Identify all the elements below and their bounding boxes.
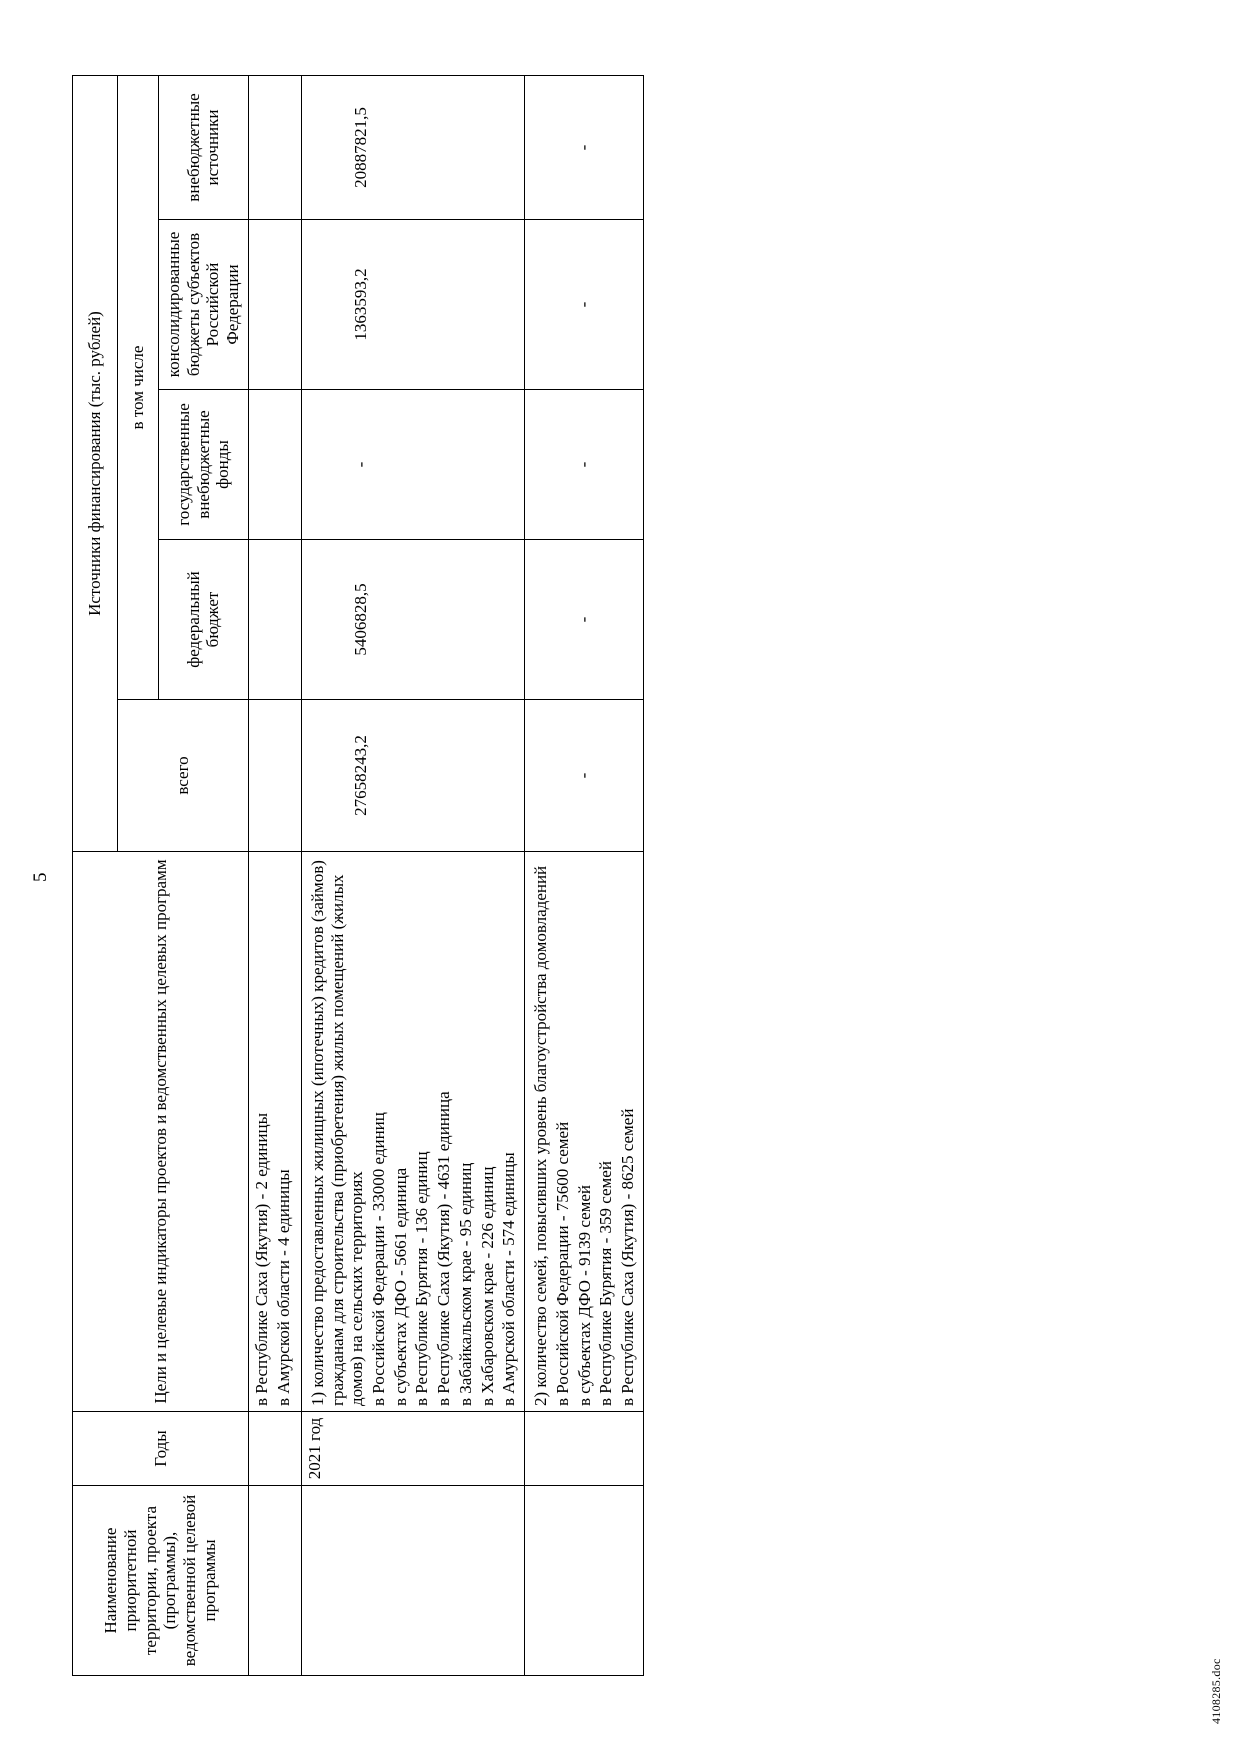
indicator-list bbox=[252, 857, 293, 1406]
indicator-item: в Хабаровском крае - 226 единиц bbox=[477, 1166, 497, 1406]
indicator-item: в Республике Бурятия - 136 единиц bbox=[412, 1151, 432, 1406]
cell-state-extrabudget-funds: - bbox=[525, 390, 644, 540]
cell-consolidated-budgets bbox=[248, 220, 301, 390]
header-row-sources bbox=[73, 76, 118, 1676]
document-code: 4108285.doc bbox=[1209, 1658, 1223, 1724]
column-header-years: Годы bbox=[73, 1412, 249, 1486]
cell-total bbox=[248, 700, 301, 852]
cell-extrabudget-sources: 20887821,5 bbox=[301, 76, 524, 220]
table-body bbox=[248, 76, 643, 1676]
financing-table bbox=[72, 75, 644, 1676]
table-row bbox=[248, 76, 301, 1676]
cell-years bbox=[248, 1412, 301, 1486]
cell-indicators bbox=[248, 852, 301, 1412]
indicator-item: в субъектах ДФО - 5661 единица bbox=[390, 1167, 410, 1406]
cell-indicators bbox=[525, 852, 644, 1412]
indicator-list bbox=[531, 857, 638, 1406]
column-header-indicators: Цели и целевые индикаторы проектов и ведомственных целевых программ bbox=[73, 852, 249, 1412]
cell-state-extrabudget-funds bbox=[248, 390, 301, 540]
indicator-item: в Республике Саха (Якутия) - 2 единицы bbox=[251, 1112, 271, 1406]
indicator-item: в Амурской области - 574 единицы bbox=[499, 1152, 519, 1406]
cell-indicators bbox=[301, 852, 524, 1412]
cell-extrabudget-sources bbox=[248, 76, 301, 220]
column-header-consolidated-budgets: консолидированные бюджеты субъектов Российской Федерации bbox=[159, 220, 249, 390]
cell-years bbox=[525, 1412, 644, 1486]
cell-name bbox=[301, 1486, 524, 1676]
cell-federal-budget bbox=[248, 540, 301, 700]
cell-federal-budget: - bbox=[525, 540, 644, 700]
cell-federal-budget: 5406828,5 bbox=[301, 540, 524, 700]
cell-name bbox=[525, 1486, 644, 1676]
cell-extrabudget-sources: - bbox=[525, 76, 644, 220]
indicator-list bbox=[308, 857, 519, 1406]
column-header-total: всего bbox=[118, 700, 249, 852]
indicator-item: 1) количество предоставленных жилищных (ипотечных) кредитов (займов) гражданам для строительства (приобретения) жилых помещений (жилых домов) на сельских территориях bbox=[307, 860, 367, 1406]
indicator-item: в Российской Федерации - 75600 семей bbox=[552, 1121, 572, 1406]
indicator-item: в Республике Саха (Якутия) - 8625 семей bbox=[617, 1108, 637, 1406]
cell-total: 27658243,2 bbox=[301, 700, 524, 852]
column-header-including: в том числе bbox=[118, 76, 159, 700]
cell-state-extrabudget-funds: - bbox=[301, 390, 524, 540]
cell-years: 2021 год bbox=[301, 1412, 524, 1486]
indicator-item: в субъектах ДФО - 9139 семей bbox=[574, 1184, 594, 1406]
column-header-sources-group: Источники финансирования (тыс. рублей) bbox=[73, 76, 118, 852]
table-row bbox=[301, 76, 524, 1676]
column-header-federal-budget: федеральный бюджет bbox=[159, 540, 249, 700]
cell-consolidated-budgets: 1363593,2 bbox=[301, 220, 524, 390]
indicator-item: в Российской Федерации - 33000 единиц bbox=[369, 1112, 389, 1406]
indicator-item: в Амурской области - 4 единицы bbox=[273, 1169, 293, 1406]
page-number: 5 bbox=[30, 872, 51, 882]
table-head bbox=[73, 76, 249, 1676]
cell-total: - bbox=[525, 700, 644, 852]
column-header-state-extrabudget-funds: государственные внебюджетные фонды bbox=[159, 390, 249, 540]
column-header-name: Наименование приоритетной территории, проекта (программы), ведомственной целевой программы bbox=[73, 1486, 249, 1676]
cell-name bbox=[248, 1486, 301, 1676]
indicator-item: 2) количество семей, повысивших уровень благоустройства домовладений bbox=[531, 865, 551, 1406]
indicator-item: в Республике Саха (Якутия) - 4631 единица bbox=[434, 1091, 454, 1406]
table-row bbox=[525, 76, 644, 1676]
column-header-extrabudget-sources: внебюджетные источники bbox=[159, 76, 249, 220]
indicator-item: в Республике Бурятия - 359 семей bbox=[596, 1161, 616, 1406]
cell-consolidated-budgets: - bbox=[525, 220, 644, 390]
indicator-item: в Забайкальском крае - 95 единиц bbox=[455, 1162, 475, 1406]
